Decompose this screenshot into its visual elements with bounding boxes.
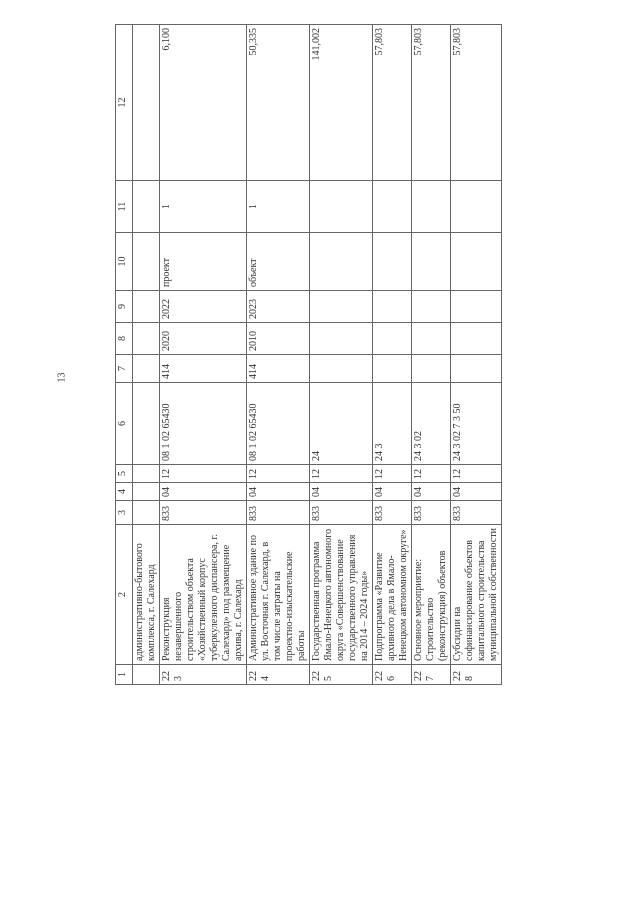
cell-start <box>133 323 160 355</box>
table-row <box>133 25 160 685</box>
cell-unit: объект <box>247 233 310 291</box>
cell-vr <box>451 355 502 383</box>
cell-target: 24 3 <box>373 383 412 465</box>
cell-grbs: 833 <box>247 501 310 525</box>
col-header: 3 <box>116 501 133 525</box>
cell-vr <box>373 355 412 383</box>
col-header: 10 <box>116 233 133 291</box>
col-header: 2 <box>116 525 133 665</box>
cell-end <box>451 291 502 323</box>
cell-end: 2023 <box>247 291 310 323</box>
cell-vr <box>412 355 451 383</box>
cell-start <box>373 323 412 355</box>
cell-subsection: 12 <box>451 465 502 483</box>
header-row <box>116 25 133 685</box>
cell-grbs: 833 <box>412 501 451 525</box>
cell-amount: 50,335 <box>247 25 310 181</box>
cell-section: 04 <box>451 483 502 501</box>
row-number: 225 <box>310 665 373 685</box>
cell-target: 08 1 02 65430 <box>160 383 247 465</box>
col-header: 4 <box>116 483 133 501</box>
cell-target <box>133 383 160 465</box>
cell-capacity: 1 <box>247 181 310 233</box>
cell-grbs: 833 <box>451 501 502 525</box>
col-header: 5 <box>116 465 133 483</box>
row-name: Реконструкция незавершенного строительством объекта «Хозяйственный корпус туберкулезного диспансера, г. Салехард» под размещение архива, г. Салехард <box>160 525 247 665</box>
cell-unit <box>451 233 502 291</box>
cell-capacity <box>451 181 502 233</box>
cell-subsection: 12 <box>247 465 310 483</box>
col-header: 9 <box>116 291 133 323</box>
cell-grbs: 833 <box>160 501 247 525</box>
cell-start: 2010 <box>247 323 310 355</box>
cell-section: 04 <box>412 483 451 501</box>
cell-target: 24 <box>310 383 373 465</box>
col-header: 1 <box>116 665 133 685</box>
cell-vr <box>133 355 160 383</box>
cell-capacity <box>412 181 451 233</box>
table-row <box>451 25 502 685</box>
rotated-table <box>115 25 585 685</box>
row-number: 223 <box>160 665 247 685</box>
row-name: Субсидии на софинансирование объектов капитального строительства муниципальной собственности <box>451 525 502 665</box>
row-number: 227 <box>412 665 451 685</box>
budget-table <box>115 24 502 685</box>
cell-capacity <box>310 181 373 233</box>
cell-section: 04 <box>373 483 412 501</box>
row-number: 226 <box>373 665 412 685</box>
cell-end <box>373 291 412 323</box>
cell-start: 2020 <box>160 323 247 355</box>
cell-section: 04 <box>160 483 247 501</box>
cell-end <box>412 291 451 323</box>
cell-section: 04 <box>310 483 373 501</box>
cell-subsection: 12 <box>160 465 247 483</box>
row-name: Административное здание по ул. Восточная г. Салехард, в том числе затраты на проектно-изыскательские работы <box>247 525 310 665</box>
cell-unit: проект <box>160 233 247 291</box>
cell-subsection <box>133 465 160 483</box>
row-number: 228 <box>451 665 502 685</box>
row-name: Государственная программа Ямало-Ненецкого автономного округа «Совершенствование государственного управления на 2014 – 2024 годы» <box>310 525 373 665</box>
page-number: 13 <box>56 372 68 383</box>
table-row <box>412 25 451 685</box>
row-name: Основное мероприятие: Строительство (реконструкция) объектов <box>412 525 451 665</box>
cell-unit <box>373 233 412 291</box>
cell-amount: 57,803 <box>412 25 451 181</box>
row-number <box>133 665 160 685</box>
rotated-table-container <box>115 25 585 685</box>
cell-grbs: 833 <box>373 501 412 525</box>
row-name: административно-бытового комплекса, г. Салехард <box>133 525 160 665</box>
row-number: 224 <box>247 665 310 685</box>
cell-amount <box>133 25 160 181</box>
table-row <box>310 25 373 685</box>
cell-end: 2022 <box>160 291 247 323</box>
cell-amount: 57,803 <box>451 25 502 181</box>
cell-unit <box>412 233 451 291</box>
cell-target: 24 3 02 7 3 50 <box>451 383 502 465</box>
cell-target: 24 3 02 <box>412 383 451 465</box>
cell-end <box>310 291 373 323</box>
cell-grbs <box>133 501 160 525</box>
col-header: 7 <box>116 355 133 383</box>
cell-section <box>133 483 160 501</box>
cell-section: 04 <box>247 483 310 501</box>
col-header: 12 <box>116 25 133 181</box>
cell-start <box>310 323 373 355</box>
col-header: 11 <box>116 181 133 233</box>
table-row <box>160 25 247 685</box>
table-row <box>247 25 310 685</box>
cell-amount: 57,803 <box>373 25 412 181</box>
cell-grbs: 833 <box>310 501 373 525</box>
cell-vr: 414 <box>160 355 247 383</box>
cell-start <box>412 323 451 355</box>
row-name: Подпрограмма «Развитие архивного дела в Ямало-Ненецком автономном округе» <box>373 525 412 665</box>
cell-amount: 141,002 <box>310 25 373 181</box>
cell-vr: 414 <box>247 355 310 383</box>
cell-capacity: 1 <box>160 181 247 233</box>
cell-subsection: 12 <box>373 465 412 483</box>
cell-vr <box>310 355 373 383</box>
cell-end <box>133 291 160 323</box>
cell-subsection: 12 <box>310 465 373 483</box>
cell-capacity <box>373 181 412 233</box>
cell-capacity <box>133 181 160 233</box>
cell-unit <box>133 233 160 291</box>
cell-unit <box>310 233 373 291</box>
col-header: 6 <box>116 383 133 465</box>
col-header: 8 <box>116 323 133 355</box>
cell-subsection: 12 <box>412 465 451 483</box>
table-row <box>373 25 412 685</box>
cell-start <box>451 323 502 355</box>
cell-amount: 6,100 <box>160 25 247 181</box>
cell-target: 08 1 02 65430 <box>247 383 310 465</box>
